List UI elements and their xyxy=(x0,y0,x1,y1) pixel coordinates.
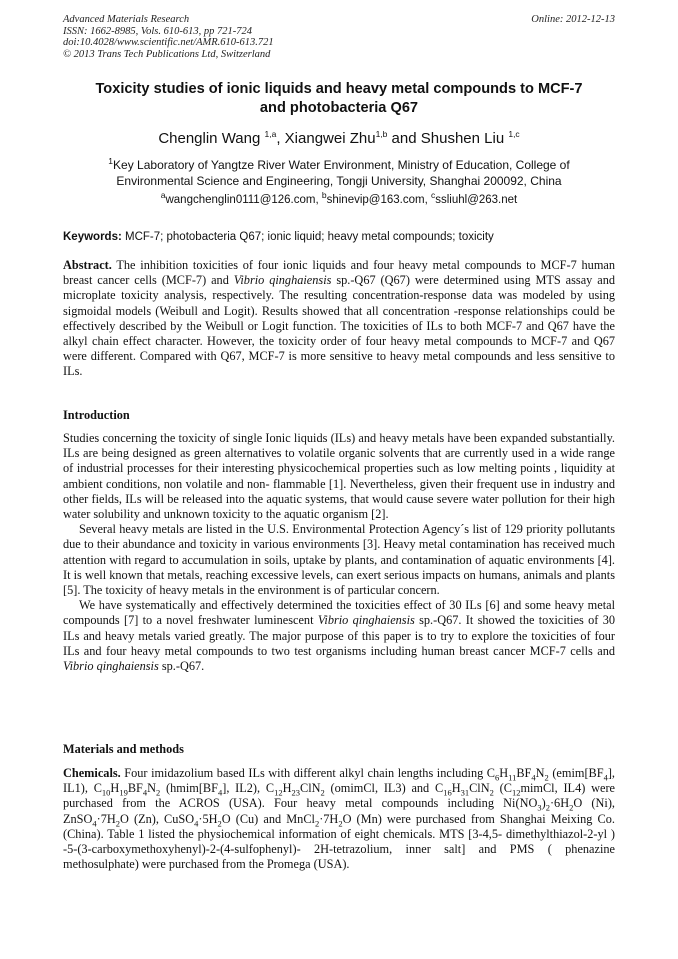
affiliation-line-1 xyxy=(63,157,615,173)
author-list xyxy=(63,129,615,149)
subscript: 23 xyxy=(291,787,300,798)
subscript: 2 xyxy=(156,787,161,798)
text: O (Zn), CuSO xyxy=(120,811,195,826)
author-affil-mark: 1,c xyxy=(508,129,520,139)
text: (hmim[BF xyxy=(160,781,218,796)
text: (C xyxy=(493,781,512,796)
author-name: Xiangwei Zhu xyxy=(284,130,376,147)
affiliation xyxy=(63,157,615,189)
paragraph-text: sp.-Q67. It showed the toxicities of 30 ILs and heavy metals varied greatly. The major purpose of this paper is to try to explore the toxicities of four ILs and four heavy metal compounds to two test organisms including human breast cancer MCF-7 cells and xyxy=(63,613,615,658)
online-date: Online: 2012-12-13 xyxy=(531,14,615,25)
author-separator: , xyxy=(276,130,285,147)
text: H xyxy=(282,781,292,796)
keywords-label: Keywords: xyxy=(63,231,122,243)
text: ·7H xyxy=(96,811,116,826)
text: ClN xyxy=(469,781,490,796)
text: O (Cu) and MnCl xyxy=(221,811,315,826)
introduction-body xyxy=(63,431,615,674)
author-name: Shushen Liu xyxy=(420,130,505,147)
title-line-1: Toxicity studies of ionic liquids and heavy metal compounds to MCF-7 xyxy=(95,81,583,97)
paragraph-text: We have systematically and effectively determined the toxicities effect of 30 ILs [6] and some heavy metal compounds [7] to a novel freshwater luminescent xyxy=(63,598,615,628)
text: O (Ni), ZnSO xyxy=(63,796,615,826)
subscript: 2 xyxy=(489,787,494,798)
subscript: 4 xyxy=(142,787,148,798)
subscript: 12 xyxy=(274,787,283,798)
affiliation-text: Key Laboratory of Yangtze River Water Environment, Ministry of Education, College of xyxy=(113,158,570,172)
subscript: 2 xyxy=(569,802,574,813)
affil-mark: 1 xyxy=(108,156,114,166)
subscript: 4 xyxy=(603,772,608,783)
subscript: 2 xyxy=(320,787,325,798)
text: ·6H xyxy=(549,796,570,811)
email-link[interactable]: ssliuhl@263.net xyxy=(435,194,518,206)
subscript: 4 xyxy=(531,772,536,783)
email-mark: b xyxy=(321,190,327,201)
journal-header xyxy=(63,14,615,60)
text: ClN xyxy=(300,781,321,796)
text: H xyxy=(451,781,461,796)
text: ·5H xyxy=(198,811,218,826)
text: BF xyxy=(516,766,532,780)
subscript: 12 xyxy=(511,787,521,798)
text: ·7H xyxy=(319,811,339,826)
abstract xyxy=(63,258,615,380)
author-separator: and xyxy=(387,130,421,147)
text: ], IL2), C xyxy=(222,781,275,796)
text: H xyxy=(499,766,509,780)
text: N xyxy=(535,766,545,780)
abstract-text: sp.-Q67 (Q67) were determined using MTS assay and microplate toxicity analysis, respectively. The resulting concentration-response data was modeled by using sigmoidal models (Weibull and Logit). Results showed that all concentration -response relationships could be effectively described by the Weibull or Logit function. The toxicities of ILs to both MCF-7 and Q67 have the alkyl chain effect character. However, the toxicity order of four heavy metal compounds to MCF-7 and Q67 were different. Compared with Q67, MCF-7 is more sensitive to heavy metal compounds and less sensitive to ILs. xyxy=(63,273,615,379)
author-emails xyxy=(63,190,615,208)
keywords-text: MCF-7; photobacteria Q67; ionic liquid; heavy metal compounds; toxicity xyxy=(121,231,494,243)
email-link[interactable]: shinevip@163.com, xyxy=(326,194,431,206)
email-link[interactable]: wangchenglin0111@126.com, xyxy=(165,194,322,206)
text: (emim[BF xyxy=(548,766,604,780)
species-name: Vibrio qinghaiensis xyxy=(317,613,415,628)
copyright-line: © 2013 Trans Tech Publications Ltd, Switzerland xyxy=(63,48,271,60)
subscript: 4 xyxy=(92,818,97,829)
subscript: 10 xyxy=(101,787,111,798)
subscript: 31 xyxy=(460,787,470,798)
subscript: 11 xyxy=(508,772,517,783)
chemicals-paragraph xyxy=(63,766,615,872)
subscript: 2 xyxy=(217,818,222,829)
text: N xyxy=(147,781,156,796)
paragraph-text: sp.-Q67. xyxy=(158,659,205,674)
chemicals-label: Chemicals. xyxy=(63,766,121,780)
species-name: Vibrio qinghaiensis xyxy=(63,659,159,674)
affiliation-line-2: Environmental Science and Engineering, Tongji University, Shanghai 200092, China xyxy=(116,174,562,188)
author-affil-mark: 1,b xyxy=(375,129,388,139)
email-mark: a xyxy=(160,190,166,201)
section-heading-introduction: Introduction xyxy=(63,408,130,422)
text: O (Mn) were purchased from Shanghai Meixing Co.(China). Table 1 listed the physiochemical information of eight chemicals. MTS [3-4,5- dimethylthiazol-2-yl ) -5-(3-carboxymethoxyhenyl)-2-(4-sulfophenyl)- 2H-tetrazolium, inner salt] and PMS ( phenazine methosulphate) were purchased from the Promega (USA). xyxy=(63,811,615,872)
subscript: 2 xyxy=(545,802,550,813)
doi-line[interactable]: doi:10.4028/www.scientific.net/AMR.610-613.721 xyxy=(63,37,274,49)
email-mark: c xyxy=(430,190,436,201)
text: mimCl, IL4) were purchased from the ACROS (USA). Four heavy metal compounds including Ni(NO xyxy=(63,781,615,811)
text: ], IL1), C xyxy=(63,766,615,796)
subscript: 4 xyxy=(217,787,223,798)
subscript: 3 xyxy=(537,802,542,813)
text: ) xyxy=(541,796,546,811)
subscript: 2 xyxy=(314,818,320,829)
subscript: 2 xyxy=(544,772,549,783)
abstract-label: Abstract. xyxy=(63,258,112,272)
paragraph: Studies concerning the toxicity of single Ionic liquids (ILs) and heavy metals have been expanded substantially. ILs are being designed as green alternatives to volatile organic solvents that are currently used in a wide range of industrial processes for their interesting physicochemical properties such as low melting points , liquidity at ambient conditions, non volatile and non- flammable [1]. Nevertheless, given their frequent use in industry and other fields, ILs will be released into the aquatic systems, that would cause severe water pollution for their high water solubility and unknown toxicity to the aquatic organism [2]. xyxy=(63,431,615,522)
text: H xyxy=(110,781,120,796)
journal-name: Advanced Materials Research xyxy=(63,14,190,25)
subscript: 19 xyxy=(119,787,128,798)
subscript: 2 xyxy=(338,818,343,829)
paragraph: Several heavy metals are listed in the U.S. Environmental Protection Agency´s list of 129 priority pollutants due to their abundance and toxicity in various environments [3]. Heavy metal contamination has received much attention with regard to accumulation in soils, uptake by plants, and contamination of aquatic environments [4]. It is well known that metals, reaching excessive levels, can exert serious impacts on humans, animals and plants [5]. The toxicity of heavy metals in the environment is of particular concern. xyxy=(63,522,615,598)
subscript: 16 xyxy=(443,787,452,798)
text: BF xyxy=(127,781,143,796)
author-affil-mark: 1,a xyxy=(264,129,277,139)
paper-title xyxy=(63,80,615,118)
title-line-2: and photobacteria Q67 xyxy=(259,100,419,116)
issn-line: ISSN: 1662-8985, Vols. 610-613, pp 721-724 xyxy=(63,25,252,37)
paragraph xyxy=(63,598,615,674)
text: Four imidazolium based ILs with different alkyl chain lengths including C xyxy=(120,766,496,780)
author-name: Chenglin Wang xyxy=(158,130,261,147)
text: (omimCl, IL3) and C xyxy=(324,781,444,796)
section-heading-materials-methods: Materials and methods xyxy=(63,742,184,756)
subscript: 6 xyxy=(495,772,500,783)
subscript: 2 xyxy=(115,818,121,829)
abstract-text: The inhibition toxicities of four ionic liquids and four heavy metal compounds to MCF-7 human breast cancer cells (MCF-7) and xyxy=(63,258,615,288)
keywords xyxy=(63,230,615,245)
subscript: 4 xyxy=(194,818,199,829)
species-name: Vibrio qinghaiensis xyxy=(233,273,332,288)
